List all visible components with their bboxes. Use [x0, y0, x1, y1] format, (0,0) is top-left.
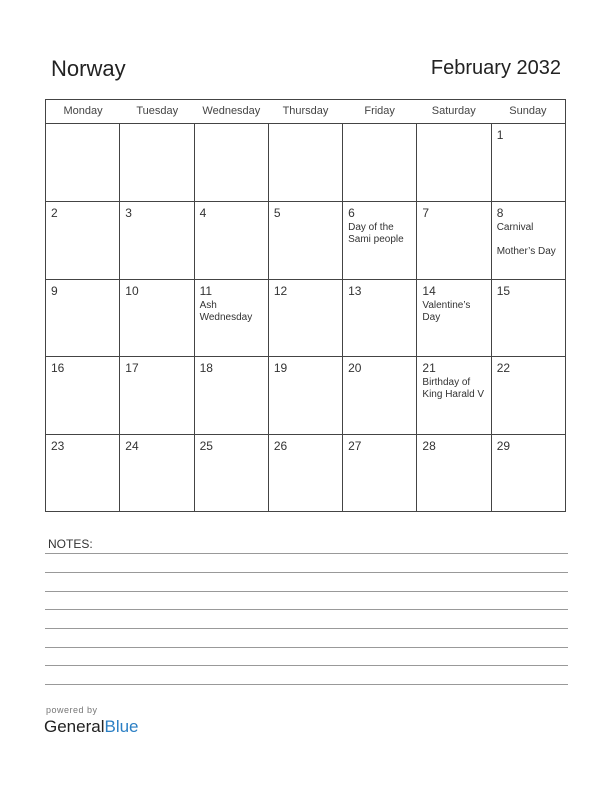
- day-cell: [120, 435, 194, 512]
- day-number: 6: [348, 205, 355, 220]
- day-number: 1: [496, 128, 504, 142]
- holiday-label: Day of the Sami people: [348, 221, 404, 245]
- holiday-label: Carnival: [496, 221, 534, 233]
- note-line: [45, 684, 568, 685]
- day-number: 12: [273, 283, 288, 298]
- note-line: [45, 628, 568, 629]
- notes-label: NOTES:: [48, 537, 93, 551]
- day-number: 18: [199, 361, 213, 376]
- day-number: 26: [273, 439, 288, 454]
- day-number: 25: [199, 439, 213, 454]
- day-number: 22: [496, 361, 511, 376]
- weekday-header-row: [46, 100, 565, 124]
- day-cell: [195, 435, 269, 512]
- day-number: 27: [348, 439, 362, 454]
- calendar-weeks: [46, 124, 565, 512]
- day-cell: [343, 357, 417, 434]
- day-number: 8: [496, 205, 504, 220]
- day-cell: [46, 357, 120, 434]
- day-cell: [195, 124, 269, 201]
- calendar-week-row: [46, 202, 565, 280]
- day-cell: [195, 202, 269, 279]
- day-cell: [417, 357, 491, 434]
- day-cell: [417, 435, 491, 512]
- day-cell: [492, 357, 565, 434]
- day-cell: [343, 435, 417, 512]
- day-cell: [417, 202, 491, 279]
- day-number: 24: [125, 439, 139, 454]
- day-cell: [417, 280, 491, 357]
- weekday-header-tuesday: Tuesday: [136, 105, 179, 117]
- calendar-week-row: [46, 280, 565, 358]
- note-line: [45, 609, 568, 610]
- day-cell: [492, 124, 565, 201]
- day-number: 2: [51, 205, 58, 220]
- day-cell: [120, 280, 194, 357]
- day-cell: [46, 202, 120, 279]
- holiday-label: Birthday of King Harald V: [422, 377, 485, 401]
- day-number: 13: [348, 283, 362, 298]
- day-cell: [269, 357, 343, 434]
- calendar-week-row: [46, 124, 565, 202]
- powered-by-text: powered by: [46, 705, 98, 715]
- day-number: 3: [125, 205, 132, 220]
- day-cell: [269, 280, 343, 357]
- note-line: [45, 572, 568, 573]
- day-cell: [120, 202, 194, 279]
- weekday-header-monday: Monday: [63, 105, 103, 117]
- day-cell: [417, 124, 491, 201]
- day-cell: [269, 202, 343, 279]
- page-title: Norway: [51, 56, 126, 81]
- day-number: 14: [422, 283, 436, 298]
- day-cell: [46, 435, 120, 512]
- generalblue-logo[interactable]: [44, 717, 139, 737]
- calendar-week-row: [46, 435, 565, 512]
- day-number: 10: [125, 283, 139, 298]
- day-number: 4: [199, 205, 207, 220]
- day-cell: [343, 124, 417, 201]
- weekday-header-friday: Friday: [364, 105, 395, 117]
- weekday-header-wednesday: Wednesday: [202, 105, 261, 117]
- holiday-label: Ash Wednesday: [199, 299, 253, 323]
- day-number: 11: [199, 283, 213, 298]
- day-cell: [492, 435, 565, 512]
- day-cell: [195, 280, 269, 357]
- day-number: 28: [422, 439, 436, 454]
- calendar-week-row: [46, 357, 565, 435]
- day-number: 21: [422, 361, 436, 376]
- day-number: 5: [273, 205, 281, 220]
- day-number: 16: [51, 361, 65, 376]
- day-number: 9: [51, 283, 58, 298]
- note-line: [45, 591, 568, 592]
- day-number: 17: [125, 361, 139, 376]
- day-cell: [343, 202, 417, 279]
- day-cell: [269, 124, 343, 201]
- day-cell: [120, 124, 194, 201]
- day-cell: [195, 357, 269, 434]
- weekday-header-sunday: Sunday: [509, 105, 547, 117]
- holiday-label: Mother’s Day: [496, 245, 556, 257]
- day-cell: [120, 357, 194, 434]
- day-cell: [46, 124, 120, 201]
- month-year-title: February 2032: [430, 57, 561, 79]
- day-cell: [492, 202, 565, 279]
- day-cell: [492, 280, 565, 357]
- day-cell: [343, 280, 417, 357]
- day-cell: [46, 280, 120, 357]
- calendar-grid: [45, 99, 566, 512]
- day-number: 15: [496, 283, 511, 298]
- day-number: 23: [51, 439, 65, 454]
- day-number: 29: [496, 439, 511, 454]
- weekday-header-thursday: Thursday: [282, 105, 329, 117]
- holiday-label: Valentine’s Day: [422, 299, 471, 323]
- day-number: 20: [348, 361, 362, 376]
- note-line: [45, 647, 568, 648]
- note-line: [45, 665, 568, 666]
- day-number: 19: [273, 361, 288, 376]
- note-line: [45, 553, 568, 554]
- day-number: 7: [422, 205, 430, 220]
- brand-general: General: [44, 717, 105, 736]
- weekday-header-saturday: Saturday: [431, 105, 476, 117]
- brand-blue: Blue: [104, 717, 139, 736]
- day-cell: [269, 435, 343, 512]
